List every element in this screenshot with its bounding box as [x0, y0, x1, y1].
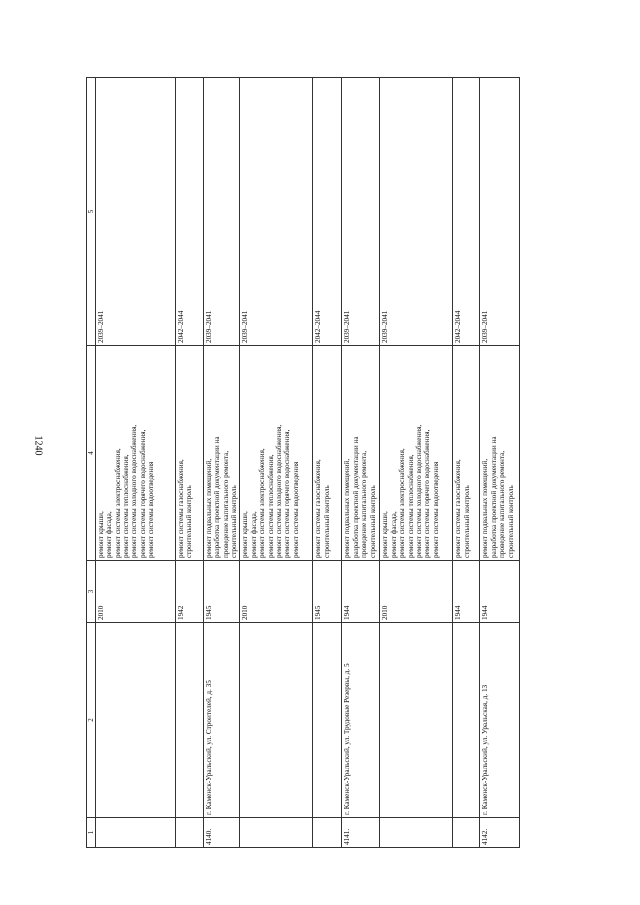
address-cell: г. Каменск-Уральский, ул. Строителей, д. 35	[204, 623, 240, 818]
period-cell: 2042–2044	[176, 78, 204, 346]
works-line: ремонт системы газоснабжения,	[177, 459, 186, 558]
address-cell	[313, 623, 342, 818]
table-row	[96, 78, 176, 848]
works-line: ремонт фасада,	[249, 511, 258, 558]
works-line: ремонт системы холодного водоснабжения,	[274, 424, 283, 558]
period-cell: 2039–2041	[380, 78, 453, 346]
works-cell	[96, 346, 176, 561]
year-cell: 2010	[96, 561, 176, 623]
header-col-3: 3	[87, 561, 96, 623]
works-line: строительный контроль	[185, 485, 194, 558]
works-line: проведение капитального ремонта,	[221, 450, 230, 558]
table-row	[176, 78, 204, 848]
row-number	[380, 818, 453, 848]
address-cell	[176, 623, 204, 818]
year-cell: 1942	[176, 561, 204, 623]
works-line: строительный контроль	[322, 485, 331, 558]
row-number	[313, 818, 342, 848]
works-line: разработка проектной документации на	[489, 436, 498, 558]
works-line: строительный контроль	[462, 485, 471, 558]
works-line: ремонт системы теплоснабжения,	[266, 454, 275, 558]
table-container	[86, 78, 541, 848]
address-cell	[453, 623, 480, 818]
works-line: строительный контроль	[368, 485, 377, 558]
works-line: ремонт фасада,	[105, 511, 114, 558]
works-cell	[380, 346, 453, 561]
year-cell: 1945	[313, 561, 342, 623]
works-line: ремонт системы холодного водоснабжения,	[130, 424, 139, 558]
works-line: ремонт системы водоотведения	[291, 461, 300, 558]
works-line: ремонт подвальных помещений,	[343, 458, 352, 558]
works-line: ремонт системы электроснабжения,	[398, 448, 407, 558]
address-cell	[240, 623, 313, 818]
works-line: ремонт системы горячего водоснабжения,	[423, 429, 432, 558]
row-number: 4140.	[204, 818, 240, 848]
works-line: ремонт системы газоснабжения,	[454, 459, 463, 558]
works-line: ремонт системы горячего водоснабжения,	[138, 429, 147, 558]
works-line: ремонт крыши,	[381, 511, 390, 558]
works-line: ремонт крыши,	[241, 511, 250, 558]
row-number: 4141.	[342, 818, 380, 848]
address-cell: г. Каменск-Уральский, ул. Трудовые Резервы, д. 5	[342, 623, 380, 818]
works-line: ремонт системы теплоснабжения,	[122, 454, 131, 558]
works-line: проведение капитального ремонта,	[498, 450, 507, 558]
table-row	[342, 78, 380, 848]
header-col-5: 5	[87, 78, 96, 346]
table-row	[453, 78, 480, 848]
year-cell: 1944	[342, 561, 380, 623]
header-col-2: 2	[87, 623, 96, 818]
period-cell: 2039–2041	[96, 78, 176, 346]
header-col-1: 1	[87, 818, 96, 848]
works-line: ремонт подвальных помещений,	[481, 458, 490, 558]
works-line: ремонт системы водоотведения	[431, 461, 440, 558]
works-line: ремонт системы теплоснабжения,	[406, 454, 415, 558]
works-cell	[453, 346, 480, 561]
works-cell	[313, 346, 342, 561]
year-cell: 2010	[380, 561, 453, 623]
works-line: ремонт системы холодного водоснабжения,	[414, 424, 423, 558]
year-cell: 1945	[204, 561, 240, 623]
works-line: проведение капитального ремонта,	[360, 450, 369, 558]
period-cell: 2039–2041	[342, 78, 380, 346]
address-cell	[380, 623, 453, 818]
works-cell	[480, 346, 520, 561]
period-cell: 2039–2041	[240, 78, 313, 346]
row-number	[240, 818, 313, 848]
period-cell: 2039–2041	[480, 78, 520, 346]
header-col-4: 4	[87, 346, 96, 561]
works-line: ремонт подвальных помещений,	[205, 458, 214, 558]
table-row	[240, 78, 313, 848]
works-line: ремонт крыши,	[97, 511, 106, 558]
works-line: ремонт системы водоотведения	[147, 461, 156, 558]
table-row	[480, 78, 520, 848]
year-cell: 2010	[240, 561, 313, 623]
works-cell	[204, 346, 240, 561]
works-line: разработка проектной документации на	[213, 436, 222, 558]
period-cell: 2042–2044	[313, 78, 342, 346]
table-row	[204, 78, 240, 848]
address-cell: г. Каменск-Уральский, ул. Уральская, д. 13	[480, 623, 520, 818]
year-cell: 1944	[480, 561, 520, 623]
works-cell	[176, 346, 204, 561]
row-number	[96, 818, 176, 848]
works-line: ремонт системы электроснабжения,	[258, 448, 267, 558]
row-number	[176, 818, 204, 848]
works-line: разработка проектной документации на	[351, 436, 360, 558]
table-row	[313, 78, 342, 848]
works-line: ремонт системы горячего водоснабжения,	[283, 429, 292, 558]
works-line: ремонт системы газоснабжения,	[314, 459, 323, 558]
row-number	[453, 818, 480, 848]
works-line: ремонт фасада,	[389, 511, 398, 558]
works-line: строительный контроль	[506, 485, 515, 558]
address-cell	[96, 623, 176, 818]
works-cell	[342, 346, 380, 561]
works-line: строительный контроль	[230, 485, 239, 558]
year-cell: 1944	[453, 561, 480, 623]
period-cell: 2042–2044	[453, 78, 480, 346]
rotated-table-frame	[86, 78, 541, 848]
period-cell: 2039–2041	[204, 78, 240, 346]
works-cell	[240, 346, 313, 561]
repair-schedule-table	[86, 77, 520, 848]
works-line: ремонт системы электроснабжения,	[113, 448, 122, 558]
table-row	[380, 78, 453, 848]
row-number: 4142.	[480, 818, 520, 848]
page-number: 1240	[32, 435, 44, 456]
header-row	[87, 78, 96, 848]
